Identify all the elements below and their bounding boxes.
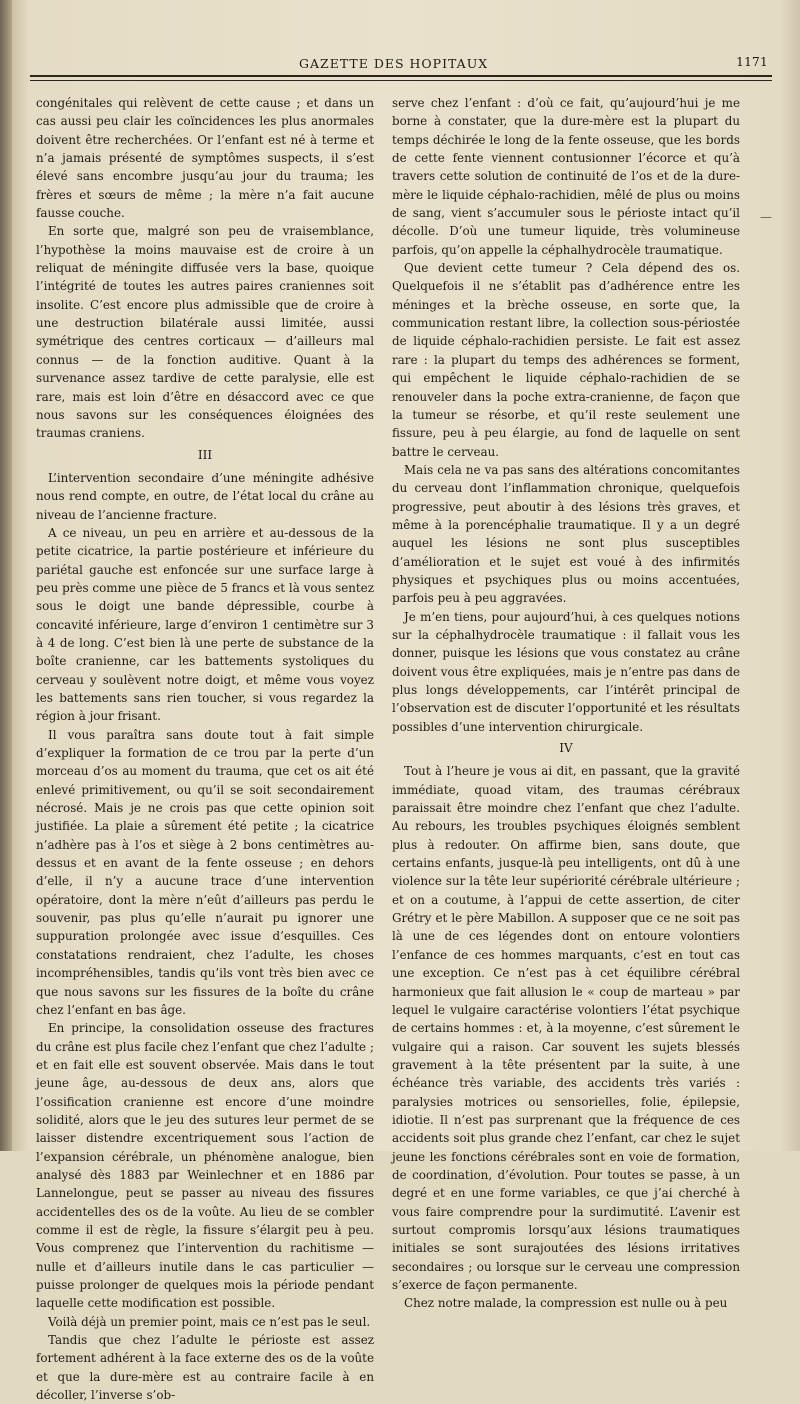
binding-spine [0,0,12,1151]
paragraph: serve chez l’enfant : d’où ce fait, qu’aujourd’hui je me borne à constater, que la dure-mère est la plupart du temps déchirée le long de la fente osseuse, que les bords de cette fente viennent contusionner l’écorce et qu’à travers cette solution de continuité de l’os et de la dure-mère le liquide céphalo-rachidien, mêlé de plus ou moins de sang, vient s’accumuler sous le périoste intact qu’il décolle. D’où une tumeur liquide, très volumineuse parfois, qu’on appelle la céphalhydrocèle traumatique. [392,96,740,257]
paragraph: L’intervention secondaire d’une méningite adhésive nous rend compte, en outre, de l’état local du crâne au niveau de l’ancienne fracture. [36,470,374,522]
paragraph: congénitales qui relèvent de cette cause ; et dans un cas aussi peu clair les coïncidences les plus anormales doivent être recherchées. Or l’enfant est né à terme et n’a jamais présenté de symptômes suspects, il s’est élevé sans encombre jusqu’au jour du trauma; les frères et sœurs de même ; la mère n’a fait aucune fausse couche. [36,96,374,221]
header-rule-thin [30,80,772,81]
paragraph: A ce niveau, un peu en arrière et au-dessous de la petite cicatrice, la partie postérieure et inférieure du pariétal gauche est enfoncée sur une surface large à peu près comme une pièce de 5 francs et là vous sentez sous le doigt une bande dépressible, courbe à concavité inférieure, large d’environ 1 centimètre sur 3 à 4 de long. C’est bien là une perte de substance de la boîte cranienne, car les battements systoliques du cerveau y soulèvent notre doigt, et même vous voyez les battements sans rien toucher, si vous regardez la région à jour frisant. [36,525,374,724]
paragraph: En sorte que, malgré son peu de vraisemblance, l’hypothèse la moins mauvaise est de croire à un reliquat de méningite diffusée vers la base, quoique l’intégrité de toutes les autres paires craniennes soit insolite. C’est encore plus admissible que de croire à une destruction bilatérale aussi limitée, aussi symétrique des centres corticaux — d’ailleurs mal connus — de la fonction auditive. Quant à la survenance assez tardive de cette paralysie, elle est rare, mais est loin d’être en désaccord avec ce que nous savons sur les conséquences éloignées des traumas craniens. [36,224,374,441]
paragraph: Tout à l’heure je vous ai dit, en passant, que la gravité immédiate, quoad vitam, des traumas cérébraux paraissait être moindre chez l’enfant que chez l’adulte. Au rebours, les troubles psychiques éloignés semblent plus à redouter. On affirme bien, sans doute, que certains enfants, jusque-là peu intelligents, ont dû à une violence sur la tête leur supériorité cérébrale ultérieure ; et on a coutume, à l’appui de cette assertion, de citer Grétry et le père Mabillon. A supposer que ce ne soit pas là une de ces légendes dont on entoure volontiers l’enfance de ces hommes marquants, c’est en tout cas une exception. Ce n’est pas à cet équilibre cérébral harmonieux que fait allusion le « coup de marteau » par lequel le vulgaire caractérise volontiers l’état psychique de certains hommes : et, à la moyenne, c’est sûrement le vulgaire qui a raison. Car souvent les sujets blessés gravement à la tête présentent par la suite, à une échéance très variable, des accidents très variés : paralysies motrices ou sensorielles, folie, épilepsie, idiotie. Il n’est pas surprenant que la fréquence de ces accidents soit plus grande chez l’enfant, car chez le sujet jeune les fonctions cérébrales sont en voie de formation, de coordination, d’évolution. Pour toutes se passe, à un degré et en une forme variables, ce que j’ai cherché à vous faire comprendre pour la surdimutité. L’avenir est surtout compromis lorsqu’aux lésions traumatiques initiales se sont surajoutées des lésions irritatives secondaires ; ou lorsque sur le cerveau une compression s’exerce de façon permanente. [392,764,740,1292]
paragraph: Chez notre malade, la compression est nulle ou à peu [404,1296,728,1311]
paragraph: Je m’en tiens, pour aujourd’hui, à ces quelques notions sur la céphalhydrocèle traumatique : il fallait vous les donner, puisque les lésions que vous constatez au crâne doivent vous être expliquées, mais je n’entre pas dans de plus longs développements, car l’intérêt principal de l’observation est de discuter l’opportunité et les résultats possibles d’une intervention chirurgicale. [392,609,740,734]
paragraph: Mais cela ne va pas sans des altérations concomitantes du cerveau dont l’inflammation chronique, quelquefois progressive, peut aboutir à des lésions très graves, et même à la porencéphalie traumatique. Il y a un degré auquel les lésions ne sont plus susceptibles d’amélioration et le sujet est voué à des infirmités physiques et psychiques plus ou moins accentuées, parfois peu à peu aggravées. [392,462,740,606]
page-number: 1171 [736,54,768,69]
journal-title: GAZETTE DES HOPITAUX [299,56,489,71]
page-header [0,52,800,72]
section-heading-iii: III [197,447,213,462]
section-heading-iv: IV [559,741,573,756]
paragraph: Que devient cette tumeur ? Cela dépend des os. Quelquefois il ne s’établit pas d’adhérence entre les méninges et la brèche osseuse, en sorte que, la communication restant libre, la collection sous-périostée de liquide céphalo-rachidien persiste. Le fait est assez rare : la plupart du temps des adhérences se forment, qui empêchent le liquide céphalo-rachidien de se renouveler dans la poche extra-cranienne, de façon que la tumeur se résorbe, et qu’il reste seulement une fissure, peu à peu élargie, au fond de laquelle on sent battre le cerveau. [392,261,740,459]
paragraph: Tandis que chez l’adulte le périoste est assez fortement adhérent à la face externe des os de la voûte et que la dure-mère est au contraire facile à en décoller, l’inverse s’ob- [36,1333,374,1403]
left-column [36,94,374,1404]
paragraph: Il vous paraîtra sans doute tout à fait simple d’expliquer la formation de ce trou par la perte d’un morceau d’os au moment du trauma, que cet os ait été enlevé primitivement, ou qu’il se soit secondairement nécrosé. Mais je ne crois pas que cette opinion soit justifiée. La plaie a sûrement été petite ; la cicatrice n’adhère pas à l’os et siège à 2 bons centimètres au-dessus et en avant de la fente osseuse ; en dehors d’elle, il n’y a aucune trace d’une intervention opératoire, dont la mère n’eût d’ailleurs pas perdu le souvenir, pas plus qu’elle n’aurait pu ignorer une suppuration prolongée avec issue d’esquilles. Ces constatations rendraient, chez l’adulte, les choses incompréhensibles, tandis qu’ils vont très bien avec ce que nous savons sur les fissures de la boîte du crâne chez l’enfant en bas âge. [36,727,374,1017]
paragraph: Voilà déjà un premier point, mais ce n’est pas le seul. [48,1314,371,1329]
paragraph: En principe, la consolidation osseuse des fractures du crâne est plus facile chez l’enfant que chez l’adulte ; et en fait elle est souvent observée. Mais dans le tout jeune âge, au-dessous de deux ans, alors que l’ossification cranienne est encore d’une moindre solidité, alors que le jeu des sutures leur permet de se laisser distendre excentriquement sous l’action de l’expansion cérébrale, un phénomène analogue, bien analysé dès 1883 par Weinlechner et en 1886 par Lannelongue, peut se passer au niveau des fissures accidentelles des os de la voûte. Au lieu de se combler comme il est de règle, la fissure s’élargit peu à peu. Vous comprenez que l’intervention du rachitisme — nulle et d’ailleurs inutile dans le cas particulier — puisse prolonger de quelques mois la période pendant laquelle cette modification est possible. [36,1021,374,1311]
header-rule-thick [30,75,772,77]
margin-mark: — [760,210,772,224]
right-column [392,94,740,1313]
